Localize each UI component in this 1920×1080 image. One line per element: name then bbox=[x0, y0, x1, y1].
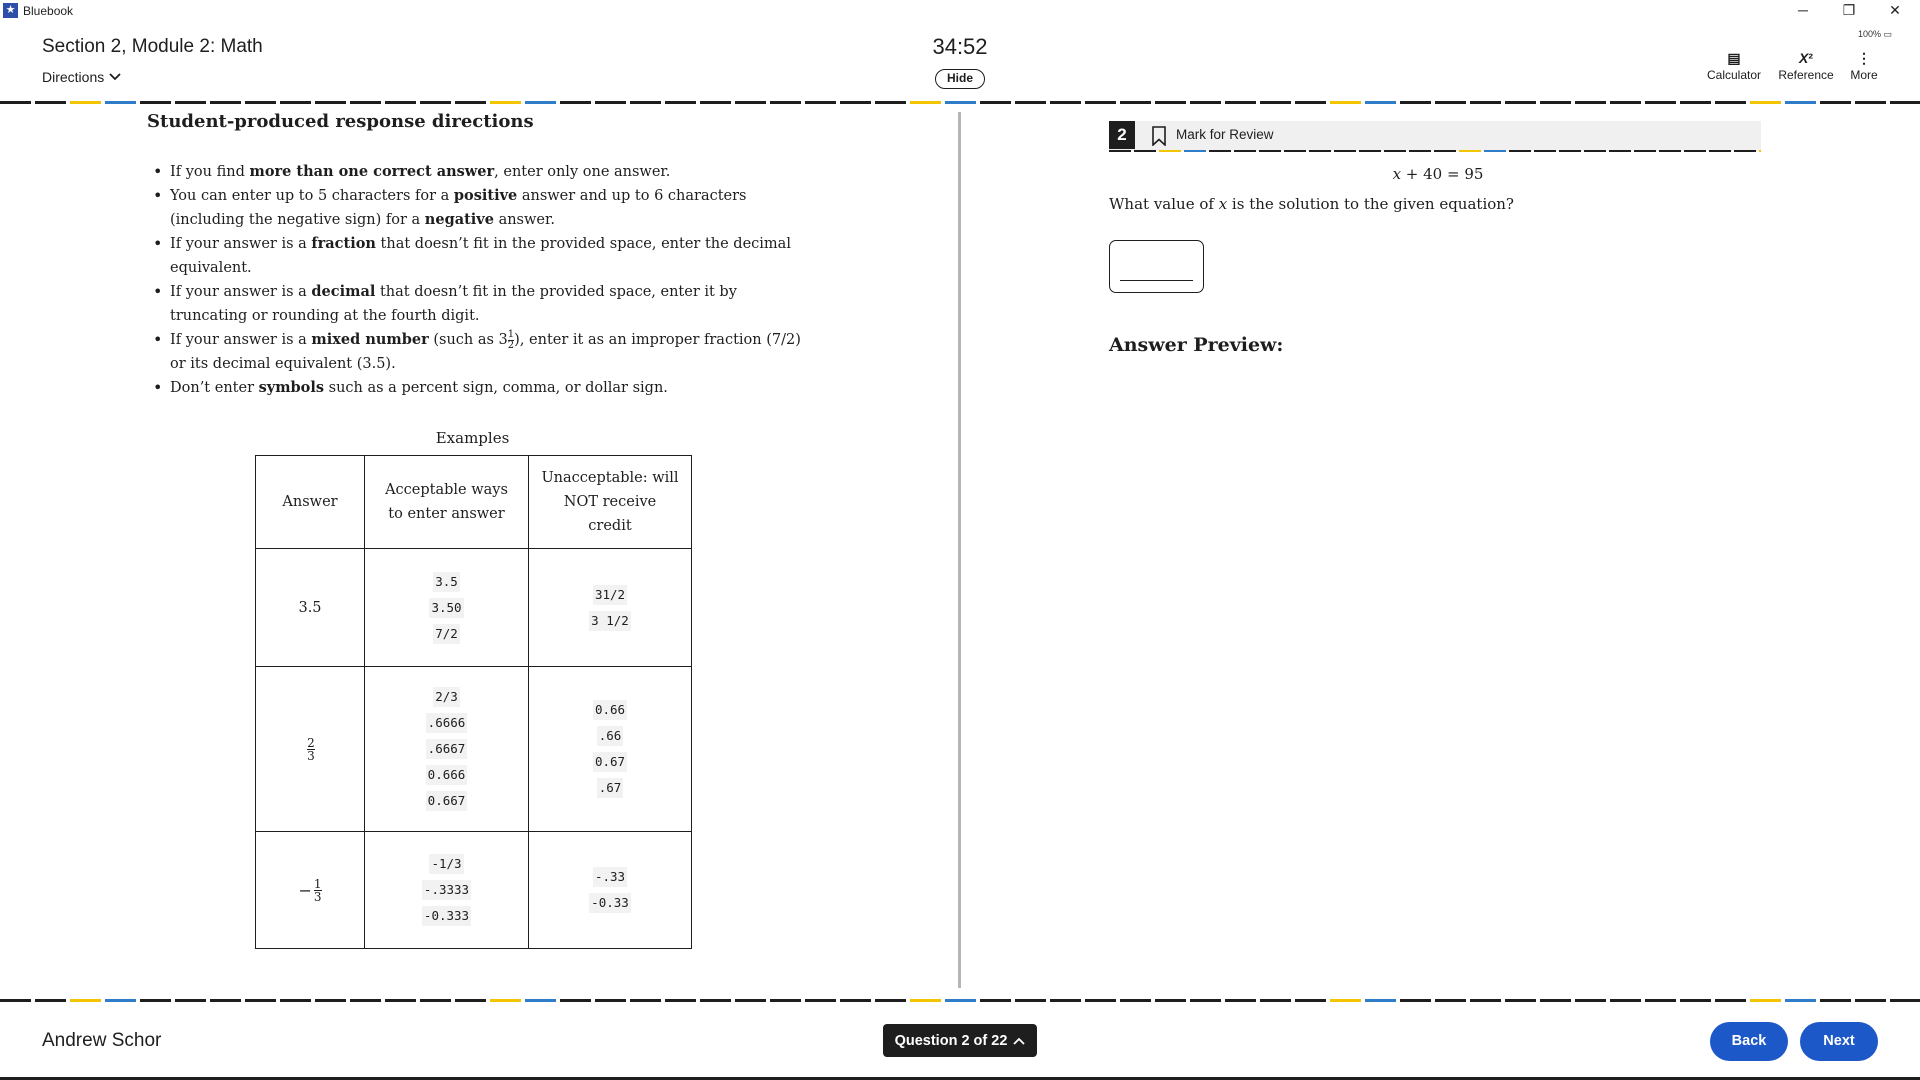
mark-for-review-button[interactable]: Mark for Review bbox=[1176, 127, 1274, 142]
examples-table bbox=[255, 455, 692, 949]
exam-header bbox=[0, 22, 1920, 102]
more-label: More bbox=[1850, 68, 1878, 82]
answer-cell: $\frac{2}{3}$ bbox=[256, 667, 365, 832]
back-button[interactable]: Back bbox=[1710, 1022, 1788, 1061]
table-row bbox=[256, 667, 692, 832]
directions-heading: Student-produced response directions bbox=[147, 111, 534, 132]
formula-reference-icon: X² bbox=[1798, 50, 1813, 66]
bluebook-logo-icon: ★ bbox=[3, 3, 18, 18]
minimize-icon[interactable]: ─ bbox=[1798, 2, 1808, 18]
close-icon[interactable]: ✕ bbox=[1889, 2, 1901, 18]
battery-icon: ▭ bbox=[1883, 29, 1893, 39]
equation: x + 40 = 95 bbox=[1392, 165, 1484, 183]
more-button[interactable] bbox=[1824, 48, 1904, 82]
list-item: • If your answer is a fraction that doesn’t fit in the provided space, enter the decimal equivalent. bbox=[170, 232, 810, 280]
footer-divider bbox=[0, 999, 1920, 1002]
list-item: • If your answer is a mixed number (such as 3 $\frac{1}{2}$ ), enter it as an improper fraction (7/2) or its decimal equivalent (3.5). bbox=[170, 328, 810, 376]
list-item: • If your answer is a decimal that doesn’t fit in the provided space, enter it by truncating or rounding at the fourth digit. bbox=[170, 280, 810, 328]
column-header: Answer bbox=[256, 456, 365, 549]
table-row bbox=[256, 549, 692, 667]
answer-preview-label: Answer Preview: bbox=[1109, 334, 1284, 356]
column-header: Unacceptable: will NOT receive credit bbox=[529, 456, 692, 549]
chevron-up-icon bbox=[1013, 1037, 1025, 1045]
restore-icon[interactable]: ❐ bbox=[1842, 2, 1856, 18]
directions-list bbox=[170, 160, 810, 400]
question-number: 2 bbox=[1109, 121, 1135, 149]
section-title: Section 2, Module 2: Math bbox=[42, 36, 263, 57]
more-vertical-icon: ⋮ bbox=[1857, 50, 1871, 66]
unacceptable-cell: 31/2 3 1/2 bbox=[529, 549, 692, 667]
mixed-number-fraction: $\frac{1}{2}$ bbox=[507, 328, 515, 351]
acceptable-cell: -1/3 -.3333 -0.333 bbox=[365, 832, 529, 949]
question-navigator-button[interactable] bbox=[883, 1024, 1037, 1057]
table-header-row bbox=[256, 456, 692, 549]
directions-label: Directions bbox=[42, 69, 105, 85]
zoom-indicator bbox=[1858, 29, 1892, 40]
list-item: • If you find more than one correct answer, enter only one answer. bbox=[170, 160, 810, 184]
calculator-button[interactable] bbox=[1694, 48, 1774, 82]
next-button[interactable]: Next bbox=[1800, 1022, 1878, 1061]
answer-cell: 3.5 bbox=[256, 549, 365, 667]
app-title: Bluebook bbox=[23, 4, 74, 18]
question-header-underline bbox=[1109, 150, 1761, 152]
table-row bbox=[256, 832, 692, 949]
pane-resize-divider[interactable] bbox=[958, 112, 961, 988]
calculator-label: Calculator bbox=[1706, 68, 1762, 82]
directions-pane bbox=[0, 104, 958, 988]
examples-caption: Examples bbox=[435, 429, 510, 447]
student-name: Andrew Schor bbox=[42, 1030, 162, 1051]
directions-toggle[interactable] bbox=[42, 69, 121, 85]
bookmark-icon[interactable] bbox=[1151, 126, 1167, 146]
acceptable-cell: 2/3 .6666 .6667 0.666 0.667 bbox=[365, 667, 529, 832]
window-titlebar bbox=[0, 0, 1920, 22]
answer-cell: − $\frac{1}{3}$ bbox=[256, 832, 365, 949]
reference-label: Reference bbox=[1778, 68, 1834, 82]
chevron-down-icon bbox=[109, 73, 121, 81]
list-item: • You can enter up to 5 characters for a positive answer and up to 6 characters (including the negative sign) for a negative answer. bbox=[170, 184, 810, 232]
answer-underline bbox=[1120, 280, 1193, 281]
hide-timer-button[interactable]: Hide bbox=[935, 69, 985, 89]
timer: 34:52 bbox=[932, 34, 988, 59]
unacceptable-cell: -.33 -0.33 bbox=[529, 832, 692, 949]
list-item: • Don’t enter symbols such as a percent sign, comma, or dollar sign. bbox=[170, 376, 810, 400]
column-header: Acceptable ways to enter answer bbox=[365, 456, 529, 549]
question-prompt: What value of x is the solution to the given equation? bbox=[1109, 195, 1514, 213]
answer-input[interactable] bbox=[1109, 240, 1204, 293]
calculator-icon: ▤ bbox=[1727, 50, 1741, 66]
zoom-label: 100% bbox=[1858, 29, 1882, 39]
question-nav-label: Question 2 of 22 bbox=[894, 1032, 1008, 1049]
acceptable-cell: 3.5 3.50 7/2 bbox=[365, 549, 529, 667]
unacceptable-cell: 0.66 .66 0.67 .67 bbox=[529, 667, 692, 832]
